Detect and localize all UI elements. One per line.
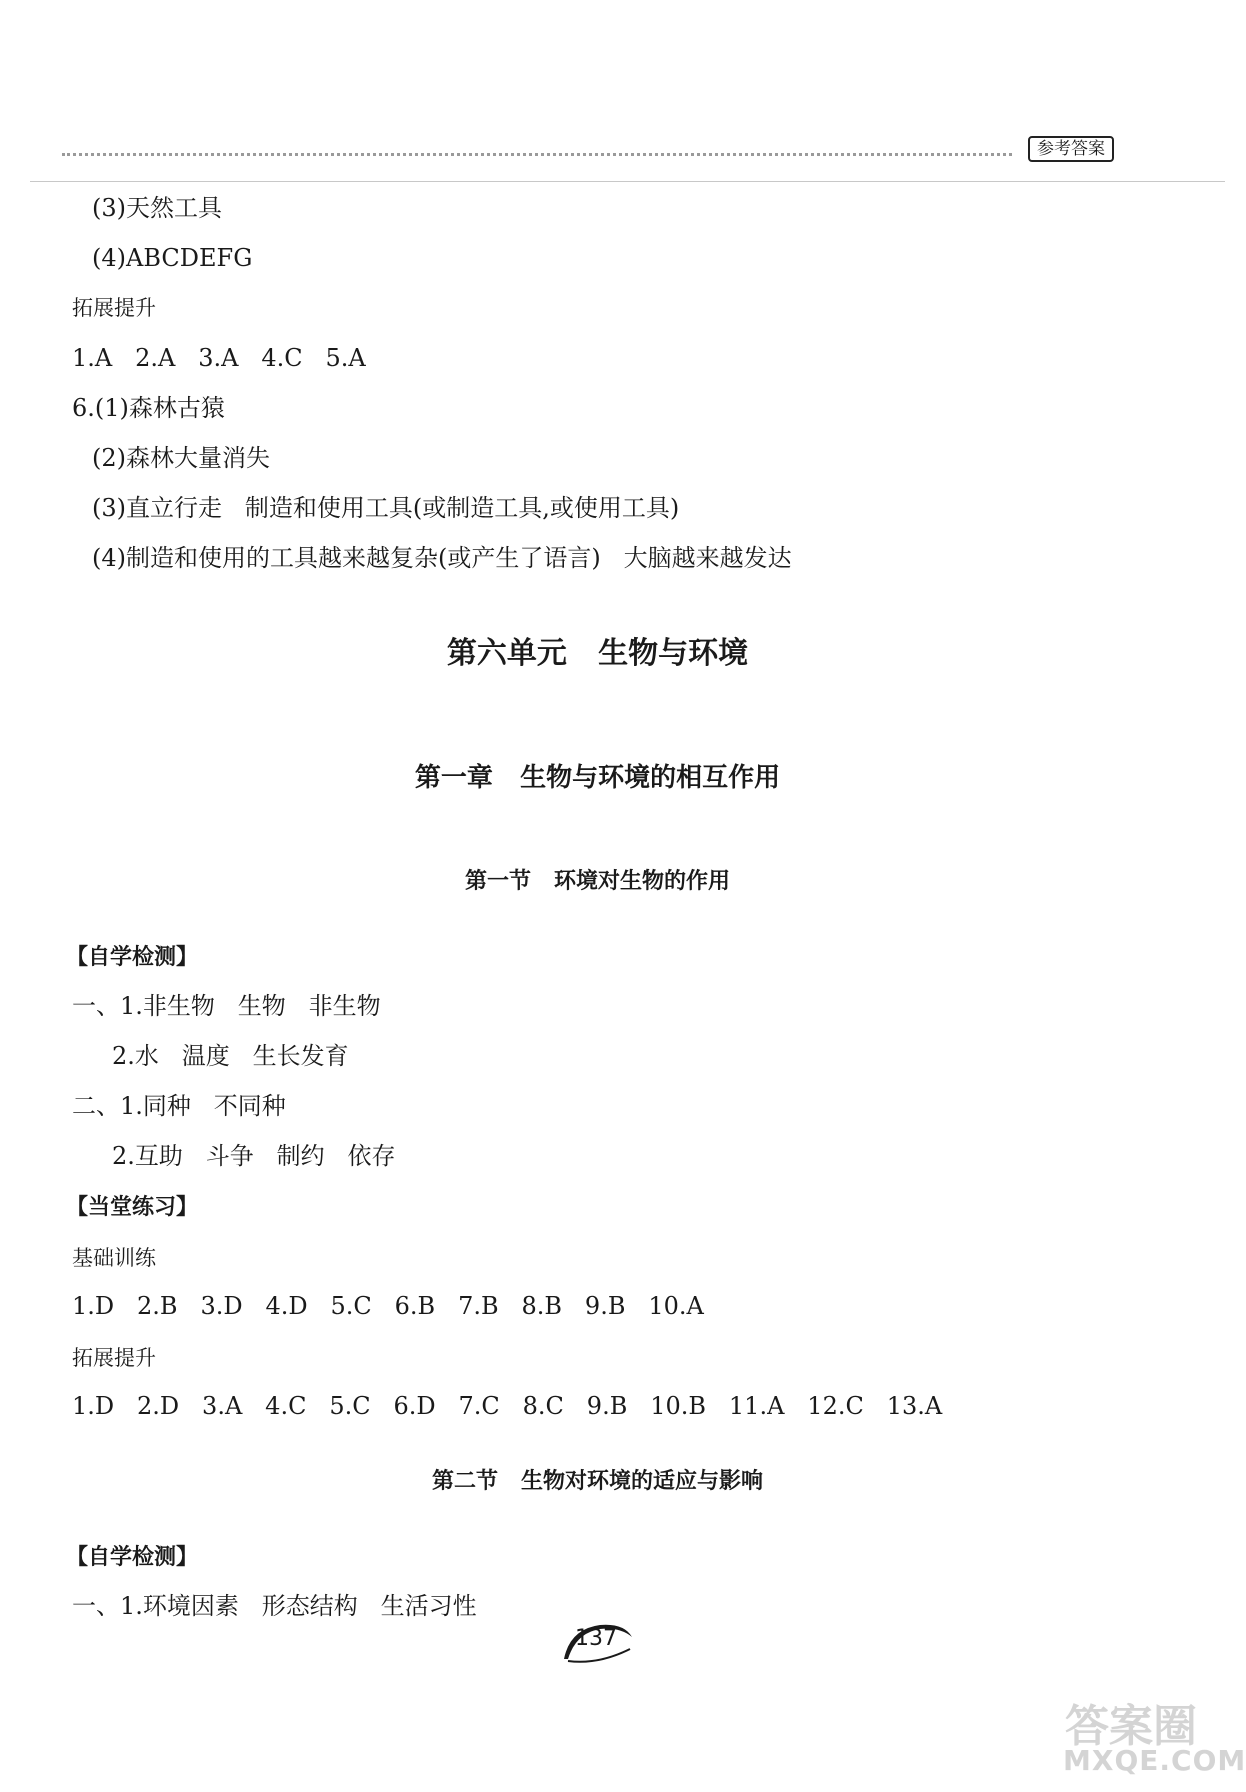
block-heading: 【自学检测】 <box>66 945 199 970</box>
answer-line: 1.D 2.D 3.A 4.C 5.C 6.D 7.C 8.C 9.B 10.B 11.A 12.C 13.A <box>72 1392 943 1420</box>
section-title: 第二节 生物对环境的适应与影响 <box>432 1469 763 1494</box>
header-dotted-rule <box>62 153 1012 156</box>
watermark-url: MXQE.COM <box>1063 1744 1246 1777</box>
unit-title: 第六单元 生物与环境 <box>446 636 749 671</box>
subsection-label: 基础训练 <box>72 1246 156 1270</box>
section-title: 第一节 环境对生物的作用 <box>465 869 730 894</box>
answer-line: 二、1.同种 不同种 <box>72 1092 286 1120</box>
header-badge: 参考答案 <box>1028 136 1114 162</box>
answer-line: 一、1.环境因素 形态结构 生活习性 <box>72 1592 477 1620</box>
header-rule <box>30 181 1225 182</box>
answer-line: 1.D 2.B 3.D 4.D 5.C 6.B 7.B 8.B 9.B 10.A <box>72 1292 704 1320</box>
answer-line: 2.互助 斗争 制约 依存 <box>112 1142 396 1170</box>
answer-line: (3)天然工具 <box>92 194 222 222</box>
block-heading: 【自学检测】 <box>66 1545 199 1570</box>
block-heading: 【当堂练习】 <box>66 1195 199 1220</box>
answer-line: (2)森林大量消失 <box>92 444 270 472</box>
chapter-title: 第一章 生物与环境的相互作用 <box>414 763 781 793</box>
answer-line: 一、1.非生物 生物 非生物 <box>72 992 381 1020</box>
answer-line: (3)直立行走 制造和使用工具(或制造工具,或使用工具) <box>92 494 680 522</box>
answer-line: (4)制造和使用的工具越来越复杂(或产生了语言) 大脑越来越发达 <box>92 544 792 572</box>
watermark-logo: 答案圈 <box>1065 1701 1197 1752</box>
subsection-label: 拓展提升 <box>72 296 156 320</box>
page-number: 137 <box>575 1626 617 1651</box>
answer-line: 6.(1)森林古猿 <box>72 394 225 422</box>
answer-line: 1.A 2.A 3.A 4.C 5.A <box>72 344 366 372</box>
answer-line: (4)ABCDEFG <box>92 244 253 272</box>
subsection-label: 拓展提升 <box>72 1346 156 1370</box>
answer-line: 2.水 温度 生长发育 <box>112 1042 349 1070</box>
